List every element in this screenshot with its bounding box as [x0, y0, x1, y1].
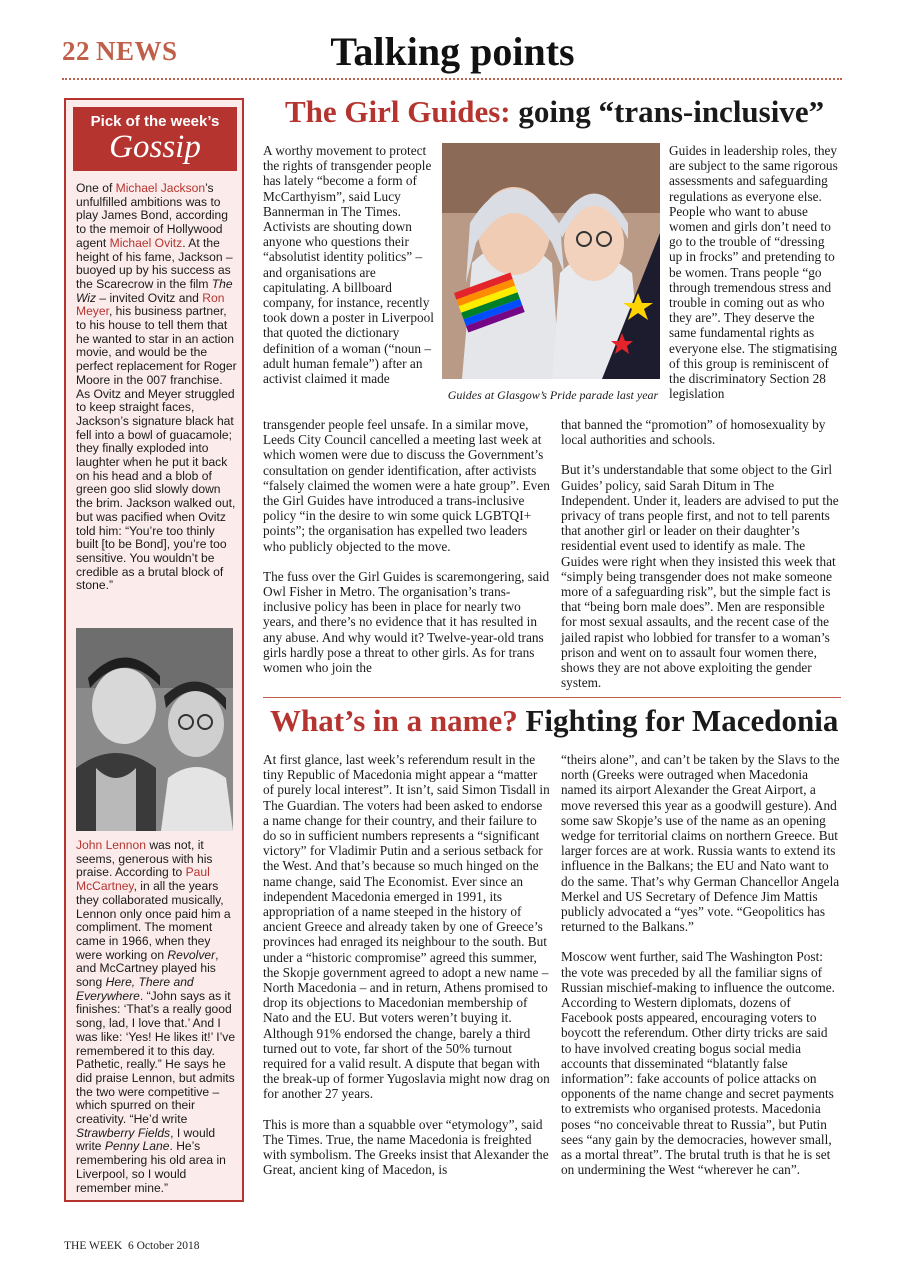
section-name: NEWS: [96, 36, 178, 66]
beatles-photo: [76, 628, 233, 831]
article2-column-2: “theirs alone”, and can’t be taken by the Slavs to the north (Greeks were outraged when Macedonia named its airport Alexander the Great Airport, a move reversed this year as a goodwill gesture). And some saw Skopje’s use of the name as an opening wedge for territorial claims on northern Greece. But larger forces are at work. Russia wants to extend its influence in the Balkans; the EU and Nato want to do the same. That’s why German Chancellor Angela Merkel and US Secretary of Defence Jim Mattis publicly advocated a “yes” vote. “Geopolitics has returned to the Balkans.” Moscow went further, said The Washington Post: the vote was preceded by all the familiar signs of Russian mischief-making to influence the outcome. According to Western diplomats, dozens of Facebook posts appeared, encouraging voters to boycott the referendum. Other dirty tricks are said to have involved creating bogus social media accounts that disseminated “blatantly false information”: fake accounts of police attacks on opponents of the name change and secret payments to extremists who organised protests. Macedonia poses “no conceivable threat to Russia”, but Putin sees “any gain by the democracies, however small, as a mortal threat”. The brutal truth is that he is set on undermining the West “wherever he can”.: [561, 752, 840, 1178]
article2-column-1: At first glance, last week’s referendum result in the tiny Republic of Macedonia might appear a “matter of purely local interest”. It isn’t, said Simon Tisdall in The Guardian. The voters had been asked to endorse a name change for their country, and their failure to do so in sufficient numbers represents a “significant victory” for Vladimir Putin and a serious setback for the West. And that’s because so much hinged on the name change, said The Economist. Ever since an independent Macedonia emerged in 1991, its appropriation of a name steeped in the history of ancient Greece and already taken by one of Greece’s provinces had enraged its neighbour to the south. But under a “historic compromise” agreed this summer, the Skopje government agreed to adopt a new name – North Macedonia – and in return, Athens promised to drop its objections to Macedonian membership of Nato and the EU. But voters weren’t buying it. Although 91% endorsed the change, barely a third turned out to vote, far short of the 50% turnout required for a valid result. A dispute that began with the break-up of former Yugoslavia might now drag on for another 27 years. This is more than a squabble over “etymology”, said The Times. True, the name Macedonia is freighted with symbolism. The Greeks insist that Alexander the Great, ancient king of Macedon, is: [263, 752, 550, 1178]
article1-headline: The Girl Guides: going “trans-inclusive”: [285, 94, 825, 129]
article1-right-intro: Guides in leadership roles, they are subject to the same rigorous assessments and safeguarding regulations as everyone else. People who want to abuse women and girls don’t need to go to the trouble of “dressing up in frocks” and pretending to be women. Trans people “go through tremendous stress and trouble in coming out as who they are”. They deserve the same fundamental rights as everyone else. The stigmatising of this group is reminiscent of the discriminatory Section 28 legislation: [669, 143, 838, 402]
page-title: Talking points: [330, 29, 575, 74]
article1-column-1: transgender people feel unsafe. In a similar move, Leeds City Council cancelled a meeting last week at which women were due to discuss the Government’s consultation on gender identification, after activists “falsely claimed the women were a hate group”. Even the Girl Guides have introduced a trans-inclusive policy “in the desire to win some quick LGBTQI+ points”; the organisation has expelled two leaders who publicly objected to the move. The fuss over the Girl Guides is scaremongering, said Owl Fisher in Metro. The organisation’s trans-inclusive policy has been in place for nearly two years, and there’s no evidence that it has resulted in any abuse. And why would it? Twelve-year-old trans girls hardly pose a threat to other girls. As for trans women who join the: [263, 417, 550, 676]
name-paul-mccartney: Paul McCartney: [76, 865, 210, 894]
girl-guides-photo: [442, 143, 660, 379]
gossip-banner-title: Gossip: [109, 129, 201, 165]
header-divider: [62, 78, 842, 80]
name-ron-meyer: Ron Meyer: [76, 290, 225, 319]
article1-column-2: that banned the “promotion” of homosexuality by local authorities and schools. But it’s understandable that some object to the Girl Guides’ policy, said Sarah Ditum in The Independent. Under it, leaders are advised to put the privacy of trans people first, and not to tell parents that another girl or leader on their daughter’s residential event used to identify as male. The Guides were right when they insisted this week that “simply being transgender does not make someone more of a safeguarding risk”, but the simple fact is that “being born male does”. Men are responsible for most sexual assaults, and the recent case of the jailed rapist who lobbied for transfer to a woman’s prison and went on to assault four women there, shows they are not above exploiting the gender system.: [561, 417, 839, 691]
article-divider: [263, 697, 841, 698]
name-john-lennon: John Lennon: [76, 838, 146, 852]
page-number: 22: [62, 36, 90, 66]
gossip-banner: [73, 107, 237, 171]
issue-date: 6 October 2018: [127, 1240, 200, 1252]
name-michael-ovitz: Michael Ovitz: [109, 235, 183, 250]
publication-name: THE WEEK: [64, 1240, 123, 1252]
gossip-item-jackson: One of Michael Jackson’s unfulfilled ambitions was to play James Bond, according to the memoir of Hollywood agent Michael Ovitz. At the height of his fame, Jackson – buoyed up by his success as the Scarecrow in the film The Wiz – invited Ovitz and Ron Meyer, his business partner, to his house to tell them that he wanted to star in an action movie, and would be the perfect replacement for Roger Moore in the 007 franchise. As Ovitz and Meyer struggled to keep straight faces, Jackson’s signature black hat fell into a bowl of guacamole; they finally exploded into laughter when he put it back on his head and a blob of green goo slid slowly down the brim. Jackson walked out, but was pacified when Ovitz told him: “You’re too thinly built [to be Bond], you’re too sensitive. You wouldn’t be credible as a brutal block of stone.”: [76, 181, 237, 593]
article1-intro: A worthy movement to protect the rights of transgender people has lately “become a form of McCarthyism”, said Lucy Bannerman in The Times. Activists are shouting down anyone who questions their “absolutist identity politics” – and organisations are capitulating. A billboard company, for instance, recently took down a poster in Liverpool that quoted the dictionary definition of a woman (“noun – adult human female”) after an activist claimed it made: [263, 143, 434, 387]
article2-headline: What’s in a name? Fighting for Macedonia: [270, 703, 839, 738]
image-caption: Guides at Glasgow’s Pride parade last year: [447, 388, 659, 402]
gossip-banner-label: Pick of the week’s: [90, 113, 220, 130]
gossip-sidebar: [64, 98, 244, 1202]
page-footer: [64, 1240, 200, 1252]
gossip-item-lennon: John Lennon was not, it seems, generous with his praise. According to Paul McCartney, in all the years they collaborated musically, Lennon only once paid him a compliment. The moment came in 1966, when they were working on Revolver, and McCartney played his song Here, There and Everywhere. “John says as it finishes: ‘That’s a really good song, lad, I love that.’ And I was like: ‘Yes! He likes it!’ I’ve remembered it to this day. Pathetic, really.” He says he did praise Lennon, but admits the two were competitive – which spurred on their creativity. “He’d write Strawberry Fields, I would write Penny Lane. He’s remembering his old area in Liverpool, so I would remember mine.”: [76, 838, 236, 1195]
name-michael-jackson: Michael Jackson: [115, 181, 206, 195]
